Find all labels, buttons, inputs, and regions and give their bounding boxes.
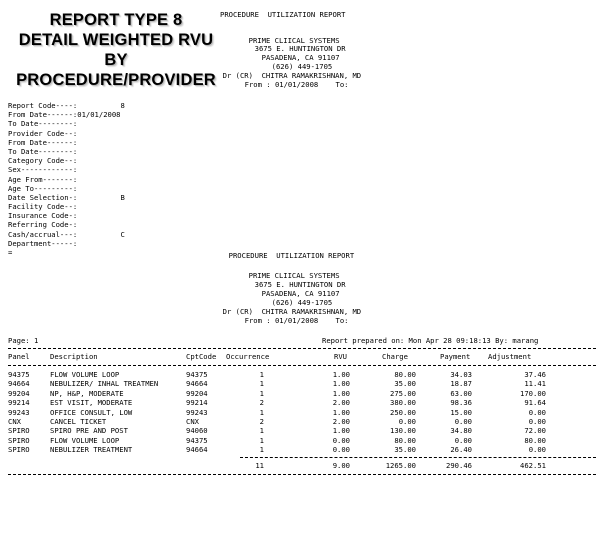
cell-occurrence: 1 xyxy=(259,426,264,436)
parameter-row: Facility Code--: xyxy=(8,202,78,212)
cell-cptcode: 99214 xyxy=(186,398,208,408)
cell-description: FLOW VOLUME LOOP xyxy=(50,370,120,379)
cell-panel: 94375 xyxy=(8,370,30,379)
cell-panel: 94664 xyxy=(8,379,30,389)
cell-charge: 380.00 xyxy=(390,398,416,408)
cell-description: EST VISIT, MODERATE xyxy=(50,398,133,408)
cell-occurrence: 1 xyxy=(259,370,264,379)
parameter-row: Provider Code--: xyxy=(8,128,78,138)
divider-header xyxy=(8,365,596,366)
total-occurrence: 11 xyxy=(255,461,264,470)
cell-panel: 99204 xyxy=(8,388,30,398)
cell-rvu: 1.00 xyxy=(332,407,350,417)
parameter-row: Report Code----: 8 xyxy=(8,101,125,110)
cell-adjustment: 72.00 xyxy=(524,426,546,436)
cell-payment: 34.03 xyxy=(450,370,472,379)
doctor-name: Dr (CR) CHITRA RAMAKRISHNAN, MD xyxy=(222,307,362,316)
date-range: From : 01/01/2008 To: xyxy=(244,316,349,325)
cell-payment: 0.00 xyxy=(454,435,472,445)
cell-payment: 34.80 xyxy=(450,426,472,436)
cell-cptcode: 94375 xyxy=(186,370,208,379)
divider-bottom xyxy=(8,474,596,475)
parameter-row: Age From-------: xyxy=(8,174,78,184)
cell-rvu: 1.00 xyxy=(332,370,350,379)
cell-description: FLOW VOLUME LOOP xyxy=(50,435,120,445)
cell-description: SPIRO PRE AND POST xyxy=(50,426,128,436)
phone-number: (626) 449-1705 xyxy=(271,298,333,307)
cell-adjustment: 170.00 xyxy=(520,388,546,398)
cell-charge: 275.00 xyxy=(390,388,416,398)
table-row xyxy=(0,446,608,455)
cell-payment: 18.87 xyxy=(450,379,472,389)
cell-rvu: 2.00 xyxy=(332,417,350,426)
cell-cptcode: 94664 xyxy=(186,379,208,389)
cell-occurrence: 1 xyxy=(259,445,264,455)
cell-charge: 130.00 xyxy=(390,426,416,436)
parameter-row: Category Code--: xyxy=(8,156,78,166)
parameter-row: Referring Code-: xyxy=(8,220,78,230)
header-description: Description xyxy=(50,352,98,361)
cell-charge: 35.00 xyxy=(394,445,416,455)
cell-description: NP, H&P, MODERATE xyxy=(50,388,124,398)
org-name: PRIME CLIICAL SYSTEMS xyxy=(248,36,340,45)
cell-charge: 80.00 xyxy=(394,370,416,379)
parameter-row: Cash/accrual---: C xyxy=(8,229,125,239)
report-header-2-title xyxy=(220,244,354,260)
cell-occurrence: 1 xyxy=(259,407,264,417)
cell-charge: 35.00 xyxy=(394,379,416,389)
cell-cptcode: CNX xyxy=(186,417,199,426)
header-charge: Charge xyxy=(382,352,408,361)
cell-rvu: 1.00 xyxy=(332,379,350,389)
header-cptcode: CptCode xyxy=(186,352,217,361)
cell-adjustment: 0.00 xyxy=(528,417,546,426)
cell-occurrence: 1 xyxy=(259,388,264,398)
cell-charge: 80.00 xyxy=(394,435,416,445)
page-number: Page: 1 xyxy=(8,336,39,345)
parameter-row: Department-----: xyxy=(8,238,78,248)
overlay-title-line3: BY xyxy=(104,51,128,69)
cell-description: OFFICE CONSULT, LOW xyxy=(50,407,133,417)
cell-description: NEBULIZER TREATMENT xyxy=(50,445,133,455)
cell-rvu: 1.00 xyxy=(332,426,350,436)
cell-payment: 63.00 xyxy=(450,388,472,398)
cell-cptcode: 99204 xyxy=(186,388,208,398)
cell-panel: SPIRO xyxy=(8,435,30,445)
parameter-row: To Date--------: xyxy=(8,119,78,129)
parameter-row: From Date------: xyxy=(8,137,78,147)
cell-payment: 98.36 xyxy=(450,398,472,408)
cell-description: CANCEL TICKET xyxy=(50,417,107,426)
cell-adjustment: 0.00 xyxy=(528,407,546,417)
total-adjustment: 462.51 xyxy=(520,461,546,470)
cell-cptcode: 94060 xyxy=(186,426,208,436)
divider-top xyxy=(8,348,596,349)
report-header-1 xyxy=(185,10,346,27)
cell-adjustment: 91.64 xyxy=(524,398,546,408)
parameter-row: Date Selection-: B xyxy=(8,192,125,202)
cell-payment: 26.40 xyxy=(450,445,472,455)
address-line1: 3675 E. HUNTINGTON DR xyxy=(254,280,346,289)
table-row xyxy=(0,399,608,408)
cell-panel: CNX xyxy=(8,417,21,426)
header-rvu: RVU xyxy=(334,352,347,361)
cell-payment: 0.00 xyxy=(454,417,472,426)
header-payment: Payment xyxy=(440,352,471,361)
org-name: PRIME CLIICAL SYSTEMS xyxy=(248,271,340,280)
cell-description: NEBULIZER/ INHAL TREATMEN xyxy=(50,379,159,389)
address-line2: PASADENA, CA 91107 xyxy=(261,289,340,298)
parameter-row: Age To---------: xyxy=(8,183,78,193)
cell-occurrence: 2 xyxy=(259,398,264,408)
cell-occurrence: 1 xyxy=(259,379,264,389)
report-title: PROCEDURE UTILIZATION REPORT xyxy=(220,10,346,19)
header-adjustment: Adjustment xyxy=(488,352,532,361)
cell-adjustment: 80.00 xyxy=(524,435,546,445)
cell-cptcode: 94664 xyxy=(186,445,208,455)
total-rvu: 9.00 xyxy=(332,461,350,470)
cell-rvu: 0.00 xyxy=(332,435,350,445)
address-line2: PASADENA, CA 91107 xyxy=(261,53,340,62)
parameter-row: To Date--------: xyxy=(8,146,78,156)
report-title: PROCEDURE UTILIZATION REPORT xyxy=(228,251,355,260)
cell-occurrence: 1 xyxy=(259,435,264,445)
report-header-2-fromto xyxy=(236,309,349,325)
cell-charge: 250.00 xyxy=(390,407,416,417)
cell-occurrence: 2 xyxy=(259,417,264,426)
phone-number: (626) 449-1705 xyxy=(271,62,333,71)
parameter-row: = xyxy=(8,248,13,257)
cell-panel: SPIRO xyxy=(8,445,30,455)
header-panel: Panel xyxy=(8,352,30,361)
parameter-row: Insurance Code-: xyxy=(8,211,78,221)
parameter-row: Sex------------: xyxy=(8,165,78,175)
cell-panel: 99214 xyxy=(8,398,30,408)
report-type-overlay-title xyxy=(2,10,230,90)
cell-adjustment: 11.41 xyxy=(524,379,546,389)
cell-panel: 99243 xyxy=(8,407,30,417)
report-parameters xyxy=(8,101,125,257)
cell-rvu: 0.00 xyxy=(332,445,350,455)
parameter-row: From Date------:01/01/2008 xyxy=(8,110,121,120)
cell-adjustment: 37.46 xyxy=(524,370,546,379)
divider-totals xyxy=(240,457,596,458)
overlay-title-line2: DETAIL WEIGHTED RVU xyxy=(18,31,214,49)
total-charge: 1265.00 xyxy=(385,461,416,470)
total-payment: 290.46 xyxy=(446,461,472,470)
overlay-title-line4: PROCEDURE/PROVIDER xyxy=(16,71,216,89)
cell-adjustment: 0.00 xyxy=(528,445,546,455)
cell-rvu: 2.00 xyxy=(332,398,350,408)
overlay-title-line1: REPORT TYPE 8 xyxy=(49,11,183,29)
report-header-1-fromto xyxy=(236,73,349,89)
cell-panel: SPIRO xyxy=(8,426,30,436)
cell-payment: 15.00 xyxy=(450,407,472,417)
cell-rvu: 1.00 xyxy=(332,388,350,398)
cell-cptcode: 99243 xyxy=(186,407,208,417)
cell-charge: 0.00 xyxy=(398,417,416,426)
header-occurrence: Occurrence xyxy=(226,352,270,361)
doctor-name: Dr (CR) CHITRA RAMAKRISHNAN, MD xyxy=(222,71,362,80)
report-prepared-info: Report prepared on: Mon Apr 28 09:18:13 By: marang xyxy=(322,336,539,345)
date-range: From : 01/01/2008 To: xyxy=(244,80,349,89)
cell-cptcode: 94375 xyxy=(186,435,208,445)
address-line1: 3675 E. HUNTINGTON DR xyxy=(254,44,346,53)
